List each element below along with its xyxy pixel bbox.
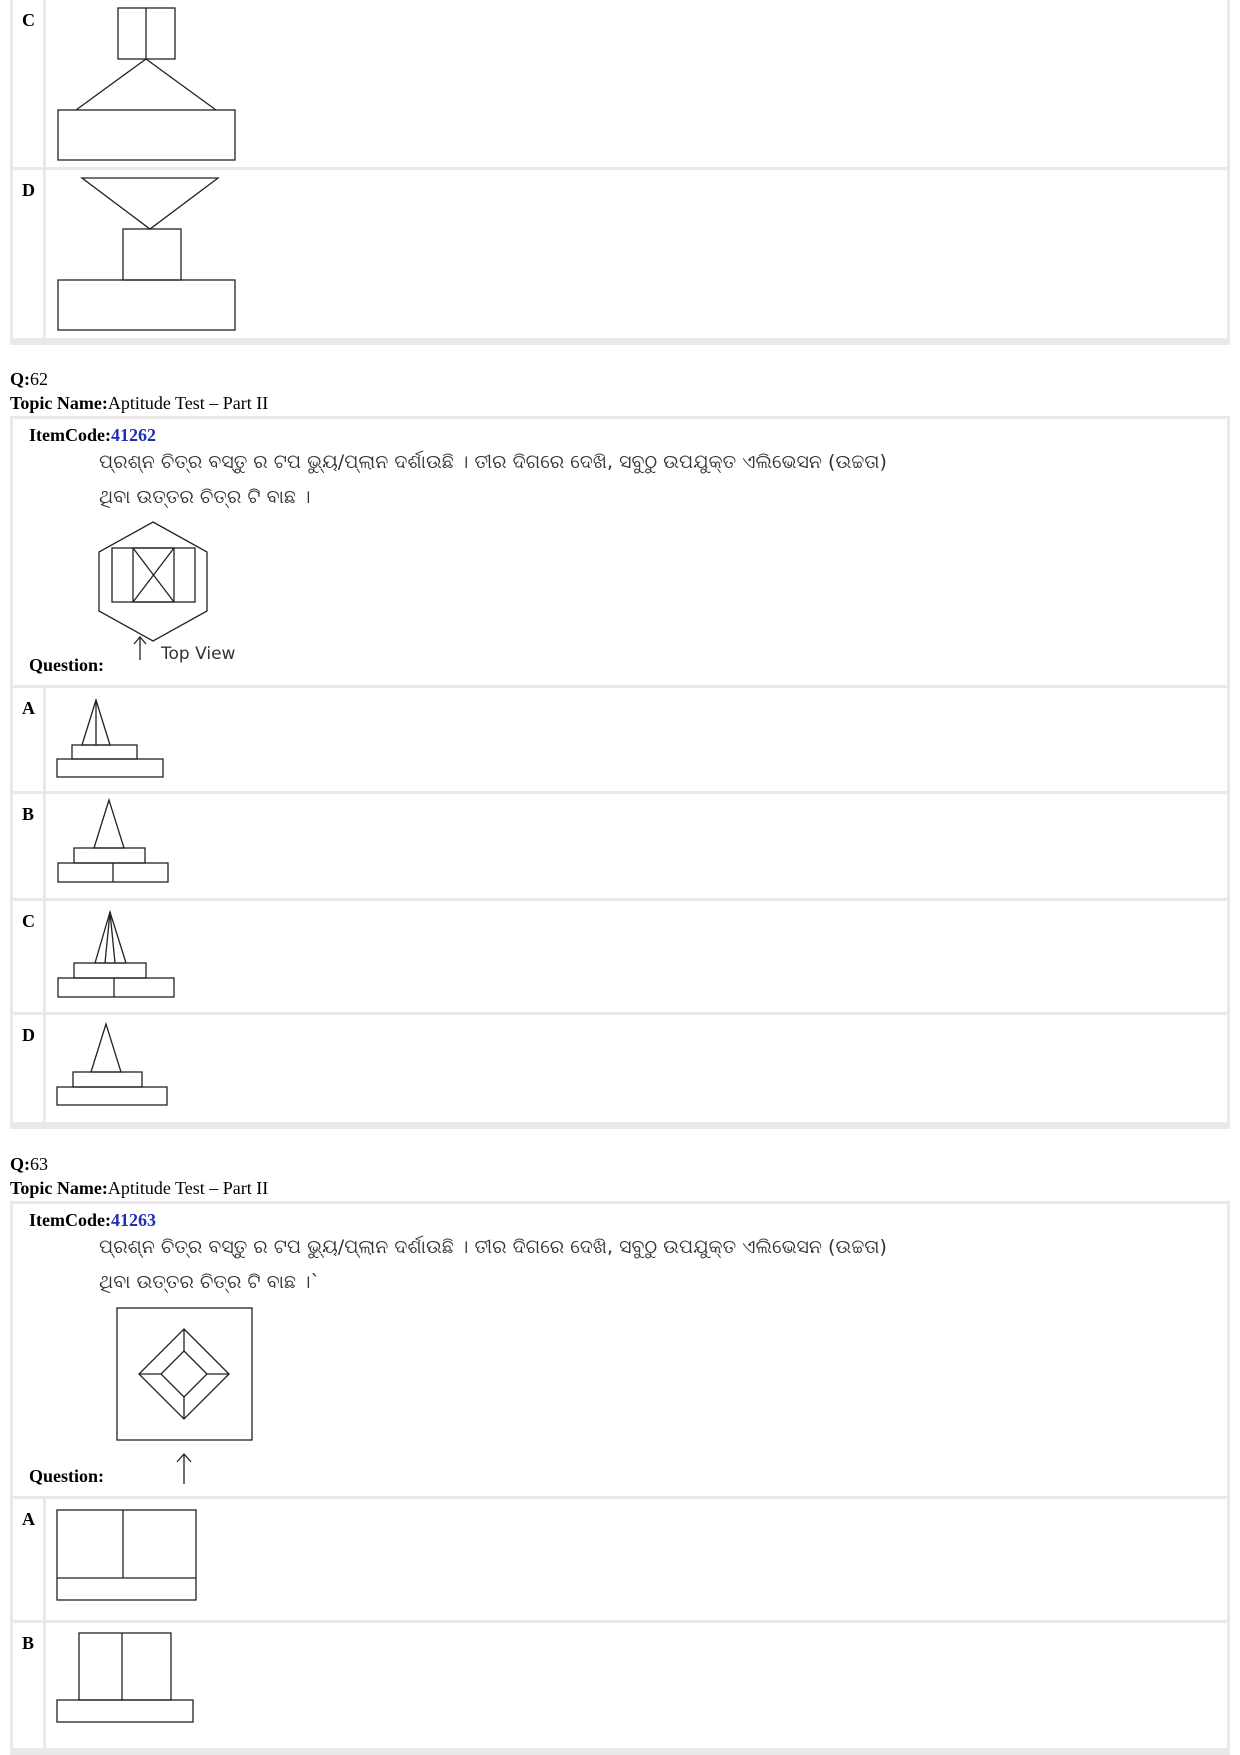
option-d-figure	[46, 1015, 216, 1122]
option-letter: B	[22, 1633, 35, 1653]
question-text-line-1: ପ୍ରଶ୍ନ ଚିତ୍ର ବସ୍ତୁ ର ଟପ ଭ୍ୟୁ/ପ୍ଲାନ ଦର୍ଶାଉଛି । ତୀର ଦିଗରେ ଦେଖି, ସବୁଠୁ ଉପଯୁକ୍ତ ଏଲିଭେସନ (ଉଚ୍ଚତା)	[99, 451, 887, 473]
option-d-figure	[46, 170, 286, 338]
question-text-line-2: ଥିବା ଉତ୍ତର ଚିତ୍ର ଟି ବାଛ ।`	[99, 1271, 321, 1293]
option-c-figure	[46, 901, 216, 1012]
option-b-figure	[46, 1623, 206, 1748]
option-b-figure	[46, 794, 216, 898]
option-a-figure	[46, 688, 206, 791]
option-letter: D	[22, 1025, 35, 1045]
prev-question-options	[10, 0, 1230, 345]
option-row-d[interactable]	[13, 170, 1227, 338]
option-row-b[interactable]	[13, 1623, 1227, 1748]
option-letter: A	[22, 1509, 35, 1529]
item-code: ItemCode:41263	[29, 1210, 156, 1230]
option-letter: D	[22, 180, 35, 200]
question-stem	[13, 1204, 1227, 1496]
topic-name: Topic Name:Aptitude Test – Part II	[10, 1178, 269, 1198]
option-letter: B	[22, 804, 35, 824]
question-62-block	[10, 416, 1230, 1129]
option-row-a[interactable]	[13, 1499, 1227, 1620]
question-stem	[13, 419, 1227, 685]
question-number: Q:63	[10, 1154, 48, 1174]
topic-name: Topic Name:Aptitude Test – Part II	[10, 393, 269, 413]
question-63-block	[10, 1201, 1230, 1755]
question-text-line-1: ପ୍ରଶ୍ନ ଚିତ୍ର ବସ୍ତୁ ର ଟପ ଭ୍ୟୁ/ପ୍ଲାନ ଦର୍ଶାଉଛି । ତୀର ଦିଗରେ ଦେଖି, ସବୁଠୁ ଉପଯୁକ୍ତ ଏଲିଭେସନ (ଉଚ୍ଚତା)	[99, 1236, 887, 1258]
question-number: Q:62	[10, 369, 48, 389]
option-row-a[interactable]	[13, 688, 1227, 791]
question-text-line-2: ଥିବା ଉତ୍ତର ଚିତ୍ର ଟି ବାଛ ।	[99, 486, 311, 508]
top-view-caption: Top View	[161, 644, 236, 664]
option-letter: C	[22, 10, 35, 30]
option-row-d[interactable]	[13, 1015, 1227, 1122]
option-a-figure	[46, 1499, 206, 1620]
top-view-figure	[103, 1308, 253, 1488]
question-label: Question:	[29, 1466, 105, 1486]
option-row-c[interactable]	[13, 901, 1227, 1012]
option-c-figure	[46, 0, 286, 167]
option-row-c[interactable]	[13, 0, 1227, 167]
option-letter: A	[22, 698, 35, 718]
question-label: Question:	[29, 655, 105, 675]
option-letter: C	[22, 911, 35, 931]
option-row-b[interactable]	[13, 794, 1227, 898]
item-code: ItemCode:41262	[29, 425, 156, 445]
